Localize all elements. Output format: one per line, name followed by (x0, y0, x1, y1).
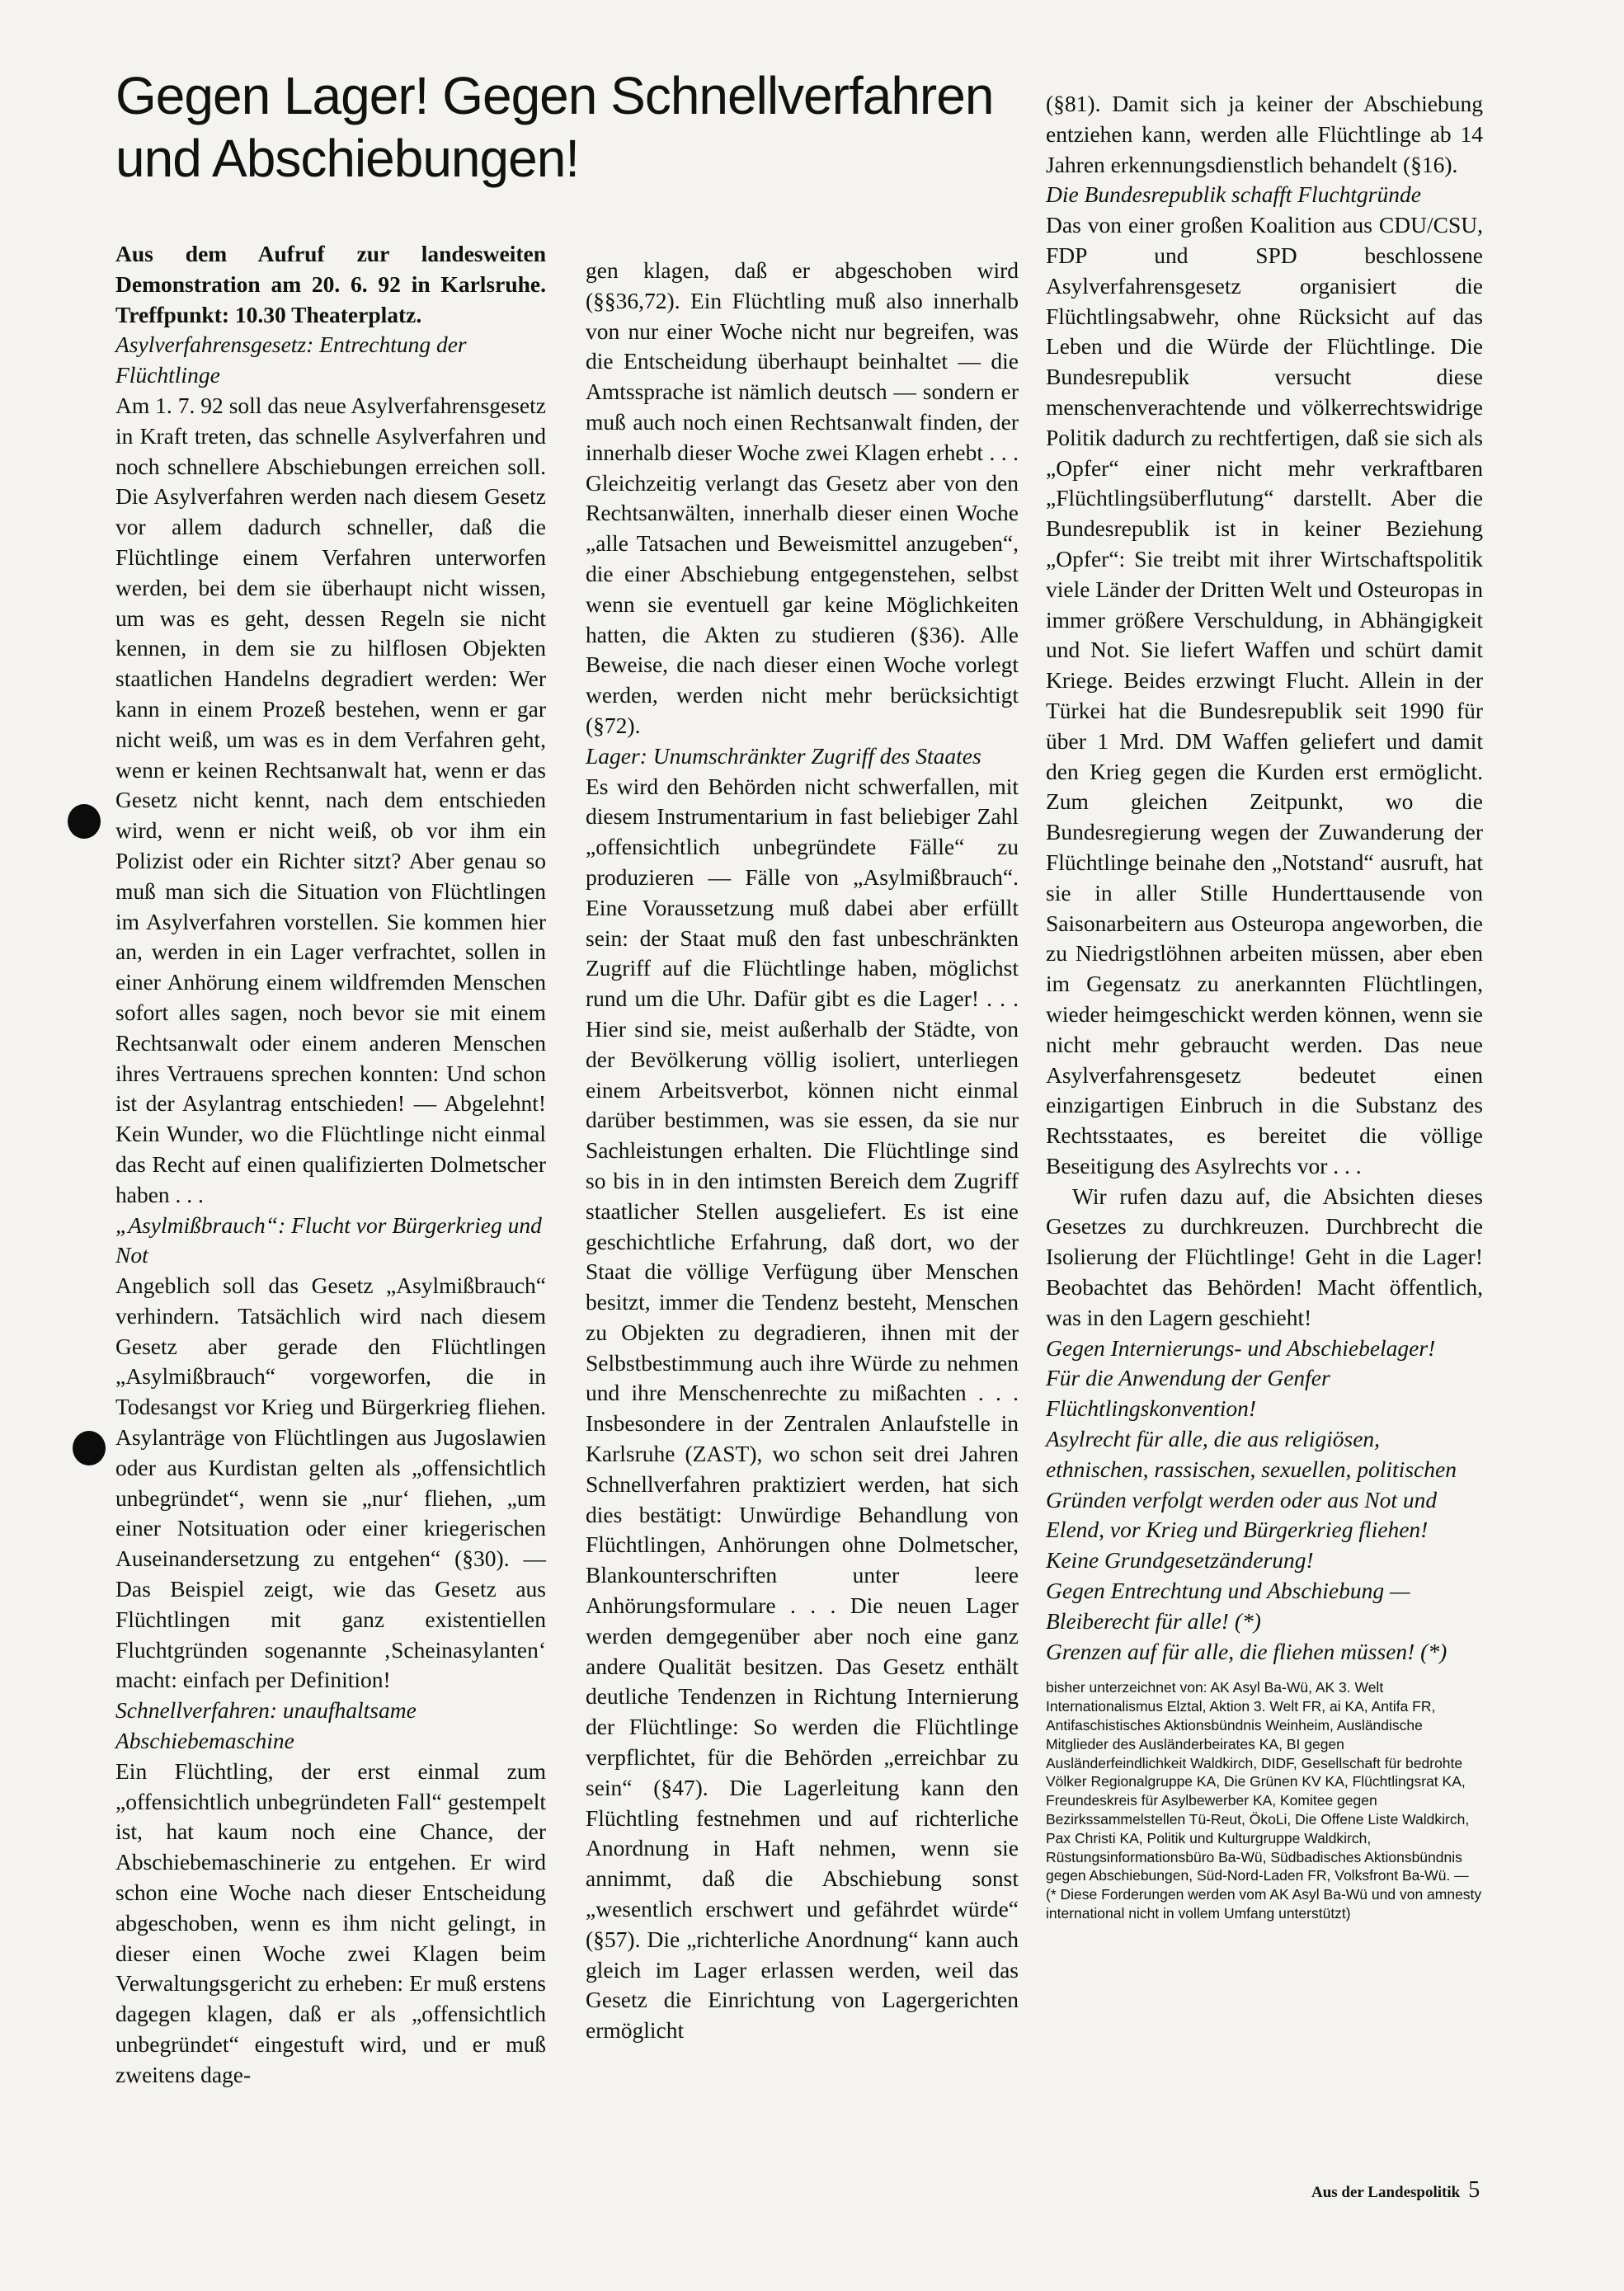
slogan: Keine Grundgesetzänderung! (1046, 1547, 1314, 1574)
subheading-fluchtgruende: Die Bundesrepublik schafft Fluchtgründe (1046, 181, 1421, 208)
column-1 (115, 239, 546, 2091)
paragraph: Angeblich soll das Gesetz „Asylmißbrauch“ verhindern. Tatsächlich wird nach diesem Gesetz aber gerade den Flüchtlingen „Asylmißbrauch“ vorgeworfen, die in Todesangst vor Krieg und Bürgerkrieg fliehen. Asylanträge von Flüchtlingen aus Jugoslawien oder aus Kurdistan gelten als „offensichtlich unbegründet“, wenn sie „nur‘ fliehen, „um einer Notsituation oder einer kriegerischen Auseinandersetzung zu entgehen“ (§30). — Das Beispiel zeigt, wie das Gesetz aus Flüchtlingen mit ganz existentiellen Fluchtgründen sogenannte ‚Scheinasylanten‘ macht: einfach per Definition! (115, 1273, 546, 1693)
paragraph: Das von einer großen Koalition aus CDU/CSU, FDP und SPD beschlossene Asylverfahrensgesetz organisiert die Flüchtlingsabwehr, ohne Rücksicht auf das Leben und die Würde der Flüchtlinge. Die Bundesrepublik versucht diese menschenverachtende und völkerrechtswidrige Politik dadurch zu rechtfertigen, daß sie sich als „Opfer“ einer nicht mehr verkraftbaren „Flüchtlingsüberflutung“ darstellt. Aber die Bundesrepublik ist in keiner Beziehung „Opfer“: Sie treibt mit ihrer Wirtschaftspolitik viele Länder der Dritten Welt und Osteuropas in immer größere Verschuldung, in Abhängigkeit und Not. Sie liefert Waffen und schürt damit Kriege. Beides erzwingt Flucht. Allein in der Türkei hat die Bundesrepublik seit 1990 für über 1 Mrd. DM Waffen geliefert und damit den Krieg gegen die Kurden erst ermöglicht. Zum gleichen Zeitpunkt, wo die Bundesregierung wegen der Zuwanderung der Flüchtlinge beinahe den „Notstand“ ausruft, hat sie in aller Stille Hunderttausende von Saisonarbeitern aus Osteuropa angeworben, die zu Niedrigstlöhnen arbeiten müssen, aber eben im Gegensatz zu anerkannten Flüchtlingen, wieder heimgeschickt werden können, wenn sie nicht mehr gebraucht werden. Das neue Asylverfahrensgesetz bedeutet einen einzigartigen Einbruch in die Substanz des Rechtsstaates, es bereitet die völlige Beseitigung des Asylrechts vor . . . (1046, 212, 1483, 1178)
slogan: Für die Anwendung der Genfer Flüchtlingskonvention! (1046, 1365, 1330, 1422)
subheading-asylverfahrensgesetz: Asylverfahrensgesetz: Entrechtung der Flüchtlinge (115, 332, 467, 388)
paragraph: gen klagen, daß er abgeschoben wird (§§36,72). Ein Flüchtling muß also innerhalb von nur einer Woche nicht nur begreifen, was die Entscheidung überhaupt beinhaltet — die Amtssprache ist nämlich deutsch — sondern er muß auch noch einen Rechtsanwalt finden, der innerhalb dieser Woche zwei Klagen erhebt . . . Gleichzeitig verlangt das Gesetz aber von den Rechtsanwälten, innerhalb dieser einen Woche „alle Tatsachen und Beweismittel anzugeben“, die einer Abschiebung entgegenstehen, selbst wenn sie eventuell gar keine Möglichkeiten hatten, die Akten zu studieren (§36). Alle Beweise, die nach dieser einen Woche vorlegt werden, werden nicht mehr berücksichtigt (§72). (586, 257, 1019, 738)
slogan: Grenzen auf für alle, die fliehen müssen! (*) (1046, 1638, 1447, 1664)
page-footer (1311, 2177, 1480, 2204)
slogan: Gegen Internierungs- und Abschiebelager! (1046, 1334, 1436, 1361)
page-title: Gegen Lager! Gegen Schnellverfahren und Abschiebungen! (115, 66, 994, 188)
demo-call: Aus dem Aufruf zur landesweiten Demonstration am 20. 6. 92 in Karlsruhe. Treffpunkt: 10.30 Theaterplatz. (115, 241, 546, 327)
paragraph: Wir rufen dazu auf, die Absichten dieses Gesetzes zu durchkreuzen. Durchbrecht die Isolierung der Flüchtlinge! Geht in die Lager! Beobachtet das Behörden! Macht öffentlich, was in den Lagern geschieht! (1046, 1183, 1483, 1330)
subheading-schnellverfahren: Schnellverfahren: unaufhaltsame Abschiebemaschine (115, 1697, 417, 1754)
section-name: Aus der Landespolitik (1311, 2184, 1461, 2201)
slogan: Asylrecht für alle, die aus religiösen, ethnischen, rassischen, sexuellen, politischen Gründen verfolgt werden oder aus Not und Elend, vor Krieg und Bürgerkrieg fliehen! (1046, 1426, 1457, 1543)
subheading-asylmissbrauch: „Asylmißbrauch“: Flucht vor Bürgerkrieg und Not (115, 1211, 542, 1268)
column-3 (1046, 89, 1483, 1923)
punch-hole (73, 1431, 106, 1465)
paragraph: Am 1. 7. 92 soll das neue Asylverfahrensgesetz in Kraft treten, das schnelle Asylverfahren und noch schnellere Abschiebungen erreichen soll. Die Asylverfahren werden nach diesem Gesetz vor allem dadurch schneller, daß die Flüchtlinge einem Verfahren unterworfen werden, bei dem sie überhaupt nicht wissen, um was es geht, dessen Regeln sie nicht kennen, in dem sie zu hilflosen Objekten staatlichen Handelns degradiert werden: Wer kann in einem Prozeß bestehen, wenn er gar nicht weiß, um was es in dem Verfahren geht, wenn er keinen Rechtsanwalt hat, wenn er das Gesetz nicht kennt, nach dem entschieden wird, wenn er nicht weiß, ob vor ihm ein Polizist oder ein Richter sitzt? Aber genau so muß man sich die Situation von Flüchtlingen im Asylverfahren vorstellen. Sie kommen hier an, werden in ein Lager verfrachtet, sollen in einer Anhörung einem wildfremden Menschen sofort alles sagen, noch bevor sie mit einem Rechtsanwalt oder einem anderen Menschen ihres Vertrauens sprechen konnten: Und schon ist der Asylantrag entschieden! — Abgelehnt! Kein Wunder, wo die Flüchtlinge nicht einmal das Recht auf einen qualifizierten Dolmetscher haben . . . (115, 392, 546, 1207)
page-number: 5 (1468, 2177, 1480, 2203)
punch-hole (68, 804, 101, 839)
paragraph: Es wird den Behörden nicht schwerfallen, mit diesem Instrumentarium in fast beliebiger Zahl „offensichtlich unbegründete Fälle“ zu produzieren — Fälle von „Asylmißbrauch“. Eine Voraussetzung muß dabei aber erfüllt sein: der Staat muß den fast unbeschränkten Zugriff auf die Flüchtlinge haben, möglichst rund um die Uhr. Dafür gibt es die Lager! . . . Hier sind sie, meist außerhalb der Städte, von der Bevölkerung völlig isoliert, unterliegen einem Arbeitsverbot, können nicht einmal darüber bestimmen, was sie essen, da sie nur Sachleistungen erhalten. Die Flüchtlinge sind so bis in in den intimsten Bereich dem Zugriff staatlicher Stellen ausgeliefert. Es ist eine geschichtliche Erfahrung, daß dort, wo der Staat die völlige Verfügung über Menschen besitzt, immer die Tendenz besteht, Menschen zu Objekten zu degradieren, ihnen mit der Selbstbestimmung auch ihre Würde zu nehmen und ihre Menschenrechte zu mißachten . . . Insbesondere in der Zentralen Anlaufstelle in Karlsruhe (ZAST), wo schon seit drei Jahren Schnellverfahren praktiziert werden, hat sich dies bestätigt: Unwürdige Behandlung von Flüchtlingen, Anhörungen ohne Dolmetscher, Blankounterschriften unter leere Anhörungsformulare . . . Die neuen Lager werden demgegenüber aber noch eine ganz andere Qualität besitzen. Das Gesetz enthält deutliche Tendenzen in Richtung Internierung der Flüchtlinge: So werden die Flüchtlinge verpflichtet, für die Behörden „erreichbar zu sein“ (§47). Die Lagerleitung kann den Flüchtling festnehmen und auf richterliche Anordnung in Haft nehmen, wenn sie annimmt, daß die Abschiebung sonst „wesentlich erschwert und gefährdet würde“ (§57). Die „richterliche Anordnung“ kann auch gleich im Lager erlassen werden, weil das Gesetz die Einrichtung von Lagergerichten ermöglicht (586, 773, 1019, 2044)
subheading-lager: Lager: Unumschränkter Zugriff des Staates (586, 742, 981, 769)
paragraph: (§81). Damit sich ja keiner der Abschiebung entziehen kann, werden alle Flüchtlinge ab 14 Jahren erkennungsdienstlich behandelt (§16). (1046, 91, 1483, 177)
signatories-list: bisher unterzeichnet von: AK Asyl Ba-Wü, AK 3. Welt Internationalismus Elztal, Aktion 3. Welt FR, ai KA, Antifa FR, Antifaschistisches Aktionsbündnis Weinheim, Ausländische Mitglieder des Ausländerbeirates KA, BI gegen Ausländerfeindlichkeit Waldkirch, DIDF, Gesellschaft für bedrohte Völker Regionalgruppe KA, Die Grünen KV KA, Flüchtlingsrat KA, Freundeskreis für Asylbewerber KA, Komitee gegen Bezirkssammelstellen Tü-Reut, ÖkoLi, Die Offene Liste Waldkirch, Pax Christi KA, Politik und Kulturgruppe Waldkirch, Rüstungsinformationsbüro Ba-Wü, Südbadisches Aktionsbündnis gegen Abschiebungen, Süd-Nord-Laden FR, Volksfront Ba-Wü. — (* Diese Forderungen werden vom AK Asyl Ba-Wü und von amnesty international nicht in vollem Umfang unterstützt) (1046, 1679, 1482, 1922)
column-2 (586, 256, 1019, 2046)
paragraph: Ein Flüchtling, der erst einmal zum „offensichtlich unbegründeten Fall“ gestempelt ist, hat kaum noch eine Chance, der Abschiebemaschinerie zu entgehen. Er wird schon eine Woche nach dieser Entscheidung abgeschoben, wenn es ihm nicht gelingt, in dieser einen Woche zwei Klagen beim Verwaltungsgericht zu erheben: Er muß erstens dagegen klagen, daß er als „offensichtlich unbegründet“ eingestuft wird, und er muß zweitens dage- (115, 1757, 546, 2087)
slogan: Gegen Entrechtung und Abschiebung — Bleiberecht für alle! (*) (1046, 1578, 1410, 1634)
